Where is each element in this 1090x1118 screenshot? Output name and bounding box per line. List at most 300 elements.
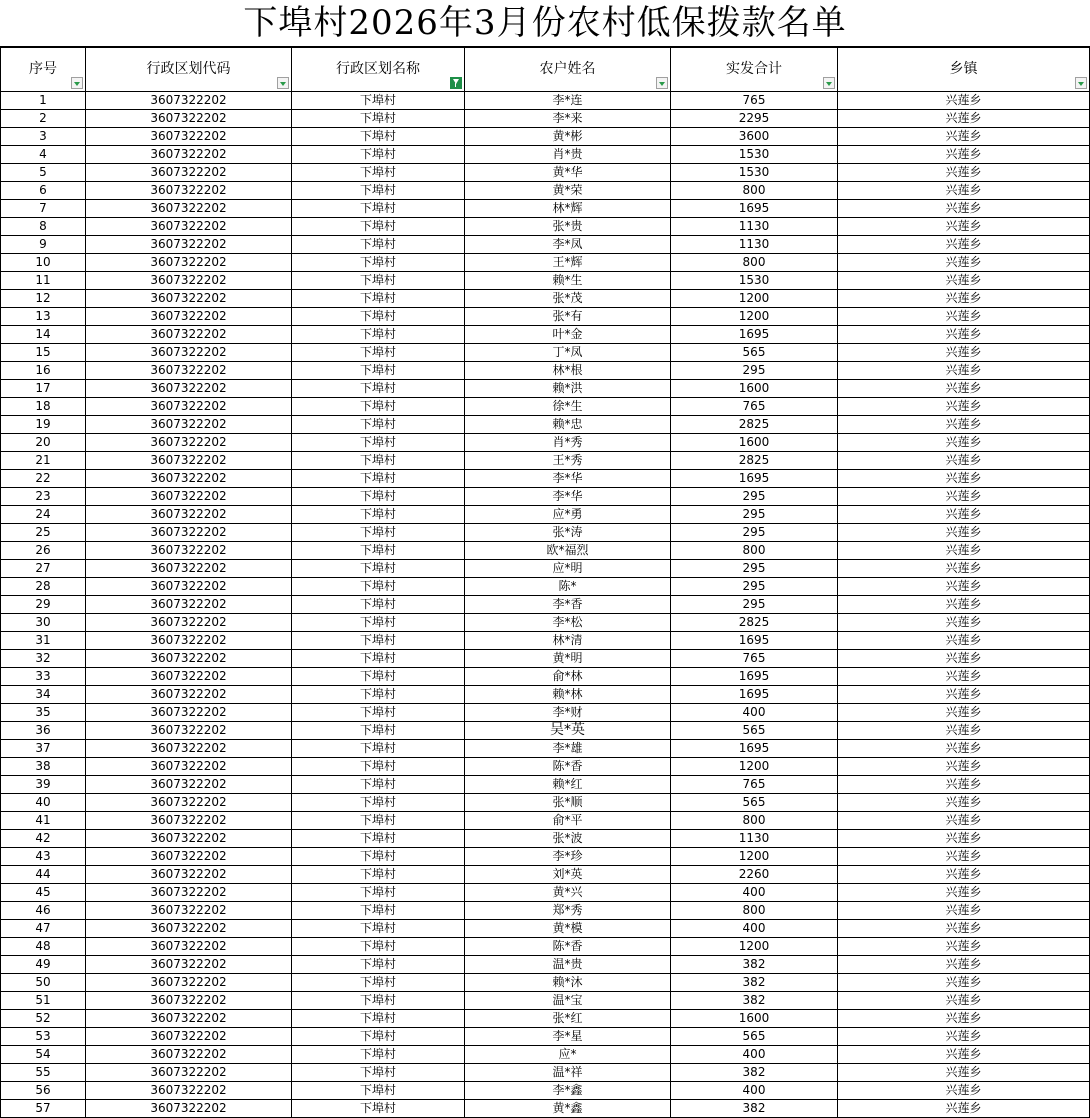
cell-index[interactable]: 43	[1, 848, 86, 866]
cell-index[interactable]: 45	[1, 884, 86, 902]
cell-index[interactable]: 10	[1, 254, 86, 272]
cell-region-code[interactable]: 3607322202	[86, 668, 292, 686]
cell-farmer-name[interactable]: 陈*香	[465, 938, 671, 956]
cell-region-name[interactable]: 下埠村	[292, 884, 465, 902]
cell-region-name[interactable]: 下埠村	[292, 704, 465, 722]
cell-amount[interactable]: 1530	[671, 164, 838, 182]
cell-amount[interactable]: 1695	[671, 326, 838, 344]
cell-farmer-name[interactable]: 李*雄	[465, 740, 671, 758]
cell-region-name[interactable]: 下埠村	[292, 560, 465, 578]
cell-amount[interactable]: 400	[671, 1082, 838, 1100]
cell-region-code[interactable]: 3607322202	[86, 92, 292, 110]
cell-amount[interactable]: 765	[671, 650, 838, 668]
cell-amount[interactable]: 1200	[671, 308, 838, 326]
cell-index[interactable]: 34	[1, 686, 86, 704]
cell-township[interactable]: 兴莲乡	[838, 146, 1090, 164]
cell-region-code[interactable]: 3607322202	[86, 272, 292, 290]
cell-region-name[interactable]: 下埠村	[292, 866, 465, 884]
cell-region-name[interactable]: 下埠村	[292, 686, 465, 704]
cell-township[interactable]: 兴莲乡	[838, 830, 1090, 848]
cell-amount[interactable]: 295	[671, 596, 838, 614]
cell-region-code[interactable]: 3607322202	[86, 380, 292, 398]
cell-region-name[interactable]: 下埠村	[292, 326, 465, 344]
cell-township[interactable]: 兴莲乡	[838, 290, 1090, 308]
cell-index[interactable]: 32	[1, 650, 86, 668]
cell-region-name[interactable]: 下埠村	[292, 938, 465, 956]
cell-region-name[interactable]: 下埠村	[292, 488, 465, 506]
cell-farmer-name[interactable]: 陈*香	[465, 758, 671, 776]
cell-index[interactable]: 30	[1, 614, 86, 632]
cell-index[interactable]: 1	[1, 92, 86, 110]
cell-township[interactable]: 兴莲乡	[838, 578, 1090, 596]
cell-region-name[interactable]: 下埠村	[292, 578, 465, 596]
cell-region-code[interactable]: 3607322202	[86, 218, 292, 236]
cell-township[interactable]: 兴莲乡	[838, 182, 1090, 200]
cell-region-code[interactable]: 3607322202	[86, 956, 292, 974]
cell-index[interactable]: 48	[1, 938, 86, 956]
cell-region-name[interactable]: 下埠村	[292, 200, 465, 218]
cell-region-name[interactable]: 下埠村	[292, 1046, 465, 1064]
cell-index[interactable]: 54	[1, 1046, 86, 1064]
cell-amount[interactable]: 1600	[671, 380, 838, 398]
cell-farmer-name[interactable]: 林*根	[465, 362, 671, 380]
cell-region-name[interactable]: 下埠村	[292, 272, 465, 290]
cell-region-code[interactable]: 3607322202	[86, 974, 292, 992]
cell-region-name[interactable]: 下埠村	[292, 830, 465, 848]
cell-region-code[interactable]: 3607322202	[86, 776, 292, 794]
cell-amount[interactable]: 2825	[671, 614, 838, 632]
cell-township[interactable]: 兴莲乡	[838, 452, 1090, 470]
cell-region-code[interactable]: 3607322202	[86, 344, 292, 362]
cell-amount[interactable]: 2825	[671, 452, 838, 470]
cell-index[interactable]: 14	[1, 326, 86, 344]
cell-index[interactable]: 13	[1, 308, 86, 326]
cell-amount[interactable]: 765	[671, 398, 838, 416]
cell-farmer-name[interactable]: 赖*洪	[465, 380, 671, 398]
cell-township[interactable]: 兴莲乡	[838, 470, 1090, 488]
cell-township[interactable]: 兴莲乡	[838, 614, 1090, 632]
cell-region-name[interactable]: 下埠村	[292, 362, 465, 380]
cell-index[interactable]: 23	[1, 488, 86, 506]
cell-index[interactable]: 31	[1, 632, 86, 650]
cell-region-name[interactable]: 下埠村	[292, 632, 465, 650]
cell-township[interactable]: 兴莲乡	[838, 704, 1090, 722]
cell-amount[interactable]: 1200	[671, 938, 838, 956]
cell-township[interactable]: 兴莲乡	[838, 1010, 1090, 1028]
cell-amount[interactable]: 295	[671, 488, 838, 506]
cell-amount[interactable]: 565	[671, 1028, 838, 1046]
cell-farmer-name[interactable]: 俞*平	[465, 812, 671, 830]
cell-index[interactable]: 3	[1, 128, 86, 146]
cell-index[interactable]: 27	[1, 560, 86, 578]
cell-index[interactable]: 40	[1, 794, 86, 812]
cell-index[interactable]: 21	[1, 452, 86, 470]
cell-amount[interactable]: 565	[671, 722, 838, 740]
cell-index[interactable]: 17	[1, 380, 86, 398]
cell-farmer-name[interactable]: 应*	[465, 1046, 671, 1064]
cell-township[interactable]: 兴莲乡	[838, 992, 1090, 1010]
cell-farmer-name[interactable]: 郑*秀	[465, 902, 671, 920]
cell-township[interactable]: 兴莲乡	[838, 344, 1090, 362]
cell-amount[interactable]: 1130	[671, 830, 838, 848]
cell-farmer-name[interactable]: 赖*林	[465, 686, 671, 704]
filter-active-icon[interactable]	[450, 77, 462, 89]
cell-farmer-name[interactable]: 赖*沐	[465, 974, 671, 992]
cell-index[interactable]: 36	[1, 722, 86, 740]
cell-amount[interactable]: 765	[671, 776, 838, 794]
cell-amount[interactable]: 2825	[671, 416, 838, 434]
filter-dropdown-icon[interactable]	[1075, 77, 1087, 89]
cell-region-code[interactable]: 3607322202	[86, 524, 292, 542]
cell-index[interactable]: 9	[1, 236, 86, 254]
cell-index[interactable]: 26	[1, 542, 86, 560]
cell-region-code[interactable]: 3607322202	[86, 812, 292, 830]
cell-farmer-name[interactable]: 林*辉	[465, 200, 671, 218]
cell-region-name[interactable]: 下埠村	[292, 812, 465, 830]
cell-township[interactable]: 兴莲乡	[838, 488, 1090, 506]
cell-amount[interactable]: 382	[671, 956, 838, 974]
cell-region-name[interactable]: 下埠村	[292, 344, 465, 362]
cell-township[interactable]: 兴莲乡	[838, 596, 1090, 614]
cell-township[interactable]: 兴莲乡	[838, 254, 1090, 272]
cell-township[interactable]: 兴莲乡	[838, 218, 1090, 236]
cell-amount[interactable]: 800	[671, 812, 838, 830]
cell-region-name[interactable]: 下埠村	[292, 1010, 465, 1028]
cell-index[interactable]: 38	[1, 758, 86, 776]
cell-region-name[interactable]: 下埠村	[292, 794, 465, 812]
cell-region-name[interactable]: 下埠村	[292, 1028, 465, 1046]
cell-region-name[interactable]: 下埠村	[292, 614, 465, 632]
cell-farmer-name[interactable]: 叶*金	[465, 326, 671, 344]
cell-farmer-name[interactable]: 李*华	[465, 488, 671, 506]
cell-amount[interactable]: 1695	[671, 668, 838, 686]
cell-amount[interactable]: 1695	[671, 686, 838, 704]
cell-amount[interactable]: 400	[671, 704, 838, 722]
cell-region-code[interactable]: 3607322202	[86, 506, 292, 524]
cell-index[interactable]: 7	[1, 200, 86, 218]
cell-index[interactable]: 22	[1, 470, 86, 488]
cell-amount[interactable]: 1600	[671, 434, 838, 452]
cell-township[interactable]: 兴莲乡	[838, 1028, 1090, 1046]
cell-index[interactable]: 52	[1, 1010, 86, 1028]
cell-farmer-name[interactable]: 黄*华	[465, 164, 671, 182]
cell-region-name[interactable]: 下埠村	[292, 596, 465, 614]
cell-amount[interactable]: 765	[671, 92, 838, 110]
cell-farmer-name[interactable]: 黄*彬	[465, 128, 671, 146]
cell-amount[interactable]: 800	[671, 542, 838, 560]
cell-township[interactable]: 兴莲乡	[838, 668, 1090, 686]
cell-region-code[interactable]: 3607322202	[86, 128, 292, 146]
cell-township[interactable]: 兴莲乡	[838, 884, 1090, 902]
cell-region-name[interactable]: 下埠村	[292, 92, 465, 110]
cell-farmer-name[interactable]: 张*涛	[465, 524, 671, 542]
cell-township[interactable]: 兴莲乡	[838, 434, 1090, 452]
cell-index[interactable]: 6	[1, 182, 86, 200]
cell-region-name[interactable]: 下埠村	[292, 1064, 465, 1082]
cell-region-name[interactable]: 下埠村	[292, 758, 465, 776]
filter-dropdown-icon[interactable]	[823, 77, 835, 89]
cell-farmer-name[interactable]: 肖*贵	[465, 146, 671, 164]
cell-amount[interactable]: 400	[671, 1046, 838, 1064]
cell-amount[interactable]: 3600	[671, 128, 838, 146]
cell-farmer-name[interactable]: 吴*英	[465, 722, 671, 740]
cell-index[interactable]: 18	[1, 398, 86, 416]
cell-index[interactable]: 24	[1, 506, 86, 524]
cell-index[interactable]: 47	[1, 920, 86, 938]
cell-region-code[interactable]: 3607322202	[86, 1064, 292, 1082]
cell-region-code[interactable]: 3607322202	[86, 416, 292, 434]
cell-index[interactable]: 20	[1, 434, 86, 452]
cell-farmer-name[interactable]: 黄*明	[465, 650, 671, 668]
cell-region-code[interactable]: 3607322202	[86, 560, 292, 578]
cell-township[interactable]: 兴莲乡	[838, 524, 1090, 542]
cell-township[interactable]: 兴莲乡	[838, 722, 1090, 740]
cell-region-code[interactable]: 3607322202	[86, 398, 292, 416]
cell-amount[interactable]: 382	[671, 1100, 838, 1118]
cell-region-name[interactable]: 下埠村	[292, 974, 465, 992]
cell-region-name[interactable]: 下埠村	[292, 308, 465, 326]
cell-region-code[interactable]: 3607322202	[86, 596, 292, 614]
cell-index[interactable]: 42	[1, 830, 86, 848]
cell-index[interactable]: 57	[1, 1100, 86, 1118]
cell-region-code[interactable]: 3607322202	[86, 578, 292, 596]
cell-township[interactable]: 兴莲乡	[838, 128, 1090, 146]
cell-township[interactable]: 兴莲乡	[838, 110, 1090, 128]
cell-region-name[interactable]: 下埠村	[292, 218, 465, 236]
cell-region-code[interactable]: 3607322202	[86, 740, 292, 758]
cell-amount[interactable]: 1600	[671, 1010, 838, 1028]
cell-amount[interactable]: 295	[671, 524, 838, 542]
cell-township[interactable]: 兴莲乡	[838, 560, 1090, 578]
cell-index[interactable]: 28	[1, 578, 86, 596]
cell-index[interactable]: 37	[1, 740, 86, 758]
cell-region-code[interactable]: 3607322202	[86, 830, 292, 848]
cell-farmer-name[interactable]: 肖*秀	[465, 434, 671, 452]
cell-region-code[interactable]: 3607322202	[86, 452, 292, 470]
cell-township[interactable]: 兴莲乡	[838, 794, 1090, 812]
cell-index[interactable]: 41	[1, 812, 86, 830]
cell-index[interactable]: 2	[1, 110, 86, 128]
cell-township[interactable]: 兴莲乡	[838, 236, 1090, 254]
cell-township[interactable]: 兴莲乡	[838, 326, 1090, 344]
cell-farmer-name[interactable]: 李*凤	[465, 236, 671, 254]
cell-region-code[interactable]: 3607322202	[86, 326, 292, 344]
cell-region-code[interactable]: 3607322202	[86, 290, 292, 308]
cell-region-code[interactable]: 3607322202	[86, 164, 292, 182]
cell-region-code[interactable]: 3607322202	[86, 1028, 292, 1046]
cell-region-name[interactable]: 下埠村	[292, 254, 465, 272]
cell-region-name[interactable]: 下埠村	[292, 434, 465, 452]
cell-region-code[interactable]: 3607322202	[86, 470, 292, 488]
cell-amount[interactable]: 295	[671, 578, 838, 596]
cell-region-code[interactable]: 3607322202	[86, 722, 292, 740]
cell-farmer-name[interactable]: 刘*英	[465, 866, 671, 884]
cell-region-code[interactable]: 3607322202	[86, 488, 292, 506]
cell-farmer-name[interactable]: 李*鑫	[465, 1082, 671, 1100]
cell-index[interactable]: 39	[1, 776, 86, 794]
cell-region-code[interactable]: 3607322202	[86, 434, 292, 452]
cell-index[interactable]: 19	[1, 416, 86, 434]
cell-township[interactable]: 兴莲乡	[838, 956, 1090, 974]
cell-farmer-name[interactable]: 李*星	[465, 1028, 671, 1046]
cell-township[interactable]: 兴莲乡	[838, 1100, 1090, 1118]
cell-amount[interactable]: 1130	[671, 236, 838, 254]
cell-farmer-name[interactable]: 丁*凤	[465, 344, 671, 362]
cell-region-code[interactable]: 3607322202	[86, 992, 292, 1010]
cell-amount[interactable]: 400	[671, 920, 838, 938]
cell-region-code[interactable]: 3607322202	[86, 650, 292, 668]
cell-amount[interactable]: 1695	[671, 632, 838, 650]
cell-farmer-name[interactable]: 张*波	[465, 830, 671, 848]
cell-township[interactable]: 兴莲乡	[838, 1064, 1090, 1082]
cell-township[interactable]: 兴莲乡	[838, 272, 1090, 290]
cell-farmer-name[interactable]: 徐*生	[465, 398, 671, 416]
cell-township[interactable]: 兴莲乡	[838, 740, 1090, 758]
cell-township[interactable]: 兴莲乡	[838, 812, 1090, 830]
cell-region-name[interactable]: 下埠村	[292, 398, 465, 416]
cell-farmer-name[interactable]: 李*连	[465, 92, 671, 110]
cell-township[interactable]: 兴莲乡	[838, 1046, 1090, 1064]
cell-farmer-name[interactable]: 张*茂	[465, 290, 671, 308]
cell-township[interactable]: 兴莲乡	[838, 1082, 1090, 1100]
cell-township[interactable]: 兴莲乡	[838, 848, 1090, 866]
cell-amount[interactable]: 1530	[671, 272, 838, 290]
cell-region-code[interactable]: 3607322202	[86, 902, 292, 920]
cell-region-code[interactable]: 3607322202	[86, 146, 292, 164]
cell-index[interactable]: 8	[1, 218, 86, 236]
cell-region-name[interactable]: 下埠村	[292, 128, 465, 146]
cell-amount[interactable]: 2260	[671, 866, 838, 884]
cell-farmer-name[interactable]: 李*松	[465, 614, 671, 632]
cell-township[interactable]: 兴莲乡	[838, 866, 1090, 884]
cell-region-name[interactable]: 下埠村	[292, 182, 465, 200]
cell-township[interactable]: 兴莲乡	[838, 776, 1090, 794]
filter-dropdown-icon[interactable]	[71, 77, 83, 89]
cell-region-name[interactable]: 下埠村	[292, 290, 465, 308]
cell-township[interactable]: 兴莲乡	[838, 380, 1090, 398]
cell-index[interactable]: 55	[1, 1064, 86, 1082]
cell-township[interactable]: 兴莲乡	[838, 974, 1090, 992]
cell-region-code[interactable]: 3607322202	[86, 758, 292, 776]
cell-region-name[interactable]: 下埠村	[292, 236, 465, 254]
cell-index[interactable]: 56	[1, 1082, 86, 1100]
cell-region-code[interactable]: 3607322202	[86, 920, 292, 938]
cell-farmer-name[interactable]: 李*财	[465, 704, 671, 722]
cell-farmer-name[interactable]: 张*有	[465, 308, 671, 326]
cell-farmer-name[interactable]: 黄*兴	[465, 884, 671, 902]
cell-farmer-name[interactable]: 应*明	[465, 560, 671, 578]
cell-amount[interactable]: 800	[671, 254, 838, 272]
cell-region-name[interactable]: 下埠村	[292, 110, 465, 128]
cell-amount[interactable]: 382	[671, 992, 838, 1010]
cell-region-code[interactable]: 3607322202	[86, 866, 292, 884]
cell-township[interactable]: 兴莲乡	[838, 92, 1090, 110]
cell-index[interactable]: 44	[1, 866, 86, 884]
cell-amount[interactable]: 295	[671, 560, 838, 578]
cell-farmer-name[interactable]: 王*秀	[465, 452, 671, 470]
cell-amount[interactable]: 1200	[671, 848, 838, 866]
cell-farmer-name[interactable]: 李*香	[465, 596, 671, 614]
cell-township[interactable]: 兴莲乡	[838, 398, 1090, 416]
filter-dropdown-icon[interactable]	[277, 77, 289, 89]
cell-region-code[interactable]: 3607322202	[86, 236, 292, 254]
cell-amount[interactable]: 565	[671, 794, 838, 812]
cell-farmer-name[interactable]: 李*来	[465, 110, 671, 128]
cell-index[interactable]: 29	[1, 596, 86, 614]
cell-farmer-name[interactable]: 赖*忠	[465, 416, 671, 434]
cell-region-code[interactable]: 3607322202	[86, 884, 292, 902]
cell-region-code[interactable]: 3607322202	[86, 632, 292, 650]
cell-region-name[interactable]: 下埠村	[292, 902, 465, 920]
cell-amount[interactable]: 382	[671, 974, 838, 992]
cell-region-name[interactable]: 下埠村	[292, 452, 465, 470]
cell-index[interactable]: 53	[1, 1028, 86, 1046]
cell-township[interactable]: 兴莲乡	[838, 758, 1090, 776]
cell-farmer-name[interactable]: 赖*生	[465, 272, 671, 290]
cell-region-name[interactable]: 下埠村	[292, 524, 465, 542]
cell-amount[interactable]: 800	[671, 902, 838, 920]
cell-township[interactable]: 兴莲乡	[838, 362, 1090, 380]
cell-township[interactable]: 兴莲乡	[838, 308, 1090, 326]
cell-region-code[interactable]: 3607322202	[86, 1010, 292, 1028]
cell-farmer-name[interactable]: 黄*鑫	[465, 1100, 671, 1118]
cell-index[interactable]: 50	[1, 974, 86, 992]
cell-township[interactable]: 兴莲乡	[838, 506, 1090, 524]
cell-region-code[interactable]: 3607322202	[86, 200, 292, 218]
cell-region-code[interactable]: 3607322202	[86, 254, 292, 272]
cell-index[interactable]: 46	[1, 902, 86, 920]
cell-index[interactable]: 15	[1, 344, 86, 362]
cell-region-code[interactable]: 3607322202	[86, 1082, 292, 1100]
cell-index[interactable]: 49	[1, 956, 86, 974]
cell-farmer-name[interactable]: 温*祥	[465, 1064, 671, 1082]
cell-farmer-name[interactable]: 李*珍	[465, 848, 671, 866]
cell-region-code[interactable]: 3607322202	[86, 794, 292, 812]
cell-farmer-name[interactable]: 陈*	[465, 578, 671, 596]
cell-township[interactable]: 兴莲乡	[838, 416, 1090, 434]
cell-amount[interactable]: 1695	[671, 740, 838, 758]
cell-region-name[interactable]: 下埠村	[292, 650, 465, 668]
cell-region-name[interactable]: 下埠村	[292, 542, 465, 560]
cell-region-name[interactable]: 下埠村	[292, 146, 465, 164]
cell-farmer-name[interactable]: 欧*福烈	[465, 542, 671, 560]
cell-region-name[interactable]: 下埠村	[292, 920, 465, 938]
cell-township[interactable]: 兴莲乡	[838, 938, 1090, 956]
cell-farmer-name[interactable]: 赖*红	[465, 776, 671, 794]
cell-township[interactable]: 兴莲乡	[838, 650, 1090, 668]
cell-region-code[interactable]: 3607322202	[86, 614, 292, 632]
cell-region-code[interactable]: 3607322202	[86, 110, 292, 128]
cell-farmer-name[interactable]: 李*华	[465, 470, 671, 488]
cell-township[interactable]: 兴莲乡	[838, 686, 1090, 704]
cell-township[interactable]: 兴莲乡	[838, 920, 1090, 938]
cell-region-code[interactable]: 3607322202	[86, 182, 292, 200]
cell-farmer-name[interactable]: 林*清	[465, 632, 671, 650]
cell-farmer-name[interactable]: 应*勇	[465, 506, 671, 524]
cell-index[interactable]: 35	[1, 704, 86, 722]
cell-index[interactable]: 11	[1, 272, 86, 290]
cell-index[interactable]: 25	[1, 524, 86, 542]
cell-region-name[interactable]: 下埠村	[292, 956, 465, 974]
cell-township[interactable]: 兴莲乡	[838, 542, 1090, 560]
filter-dropdown-icon[interactable]	[656, 77, 668, 89]
cell-township[interactable]: 兴莲乡	[838, 164, 1090, 182]
cell-region-name[interactable]: 下埠村	[292, 668, 465, 686]
cell-township[interactable]: 兴莲乡	[838, 200, 1090, 218]
cell-region-name[interactable]: 下埠村	[292, 776, 465, 794]
cell-farmer-name[interactable]: 张*顺	[465, 794, 671, 812]
cell-farmer-name[interactable]: 温*宝	[465, 992, 671, 1010]
